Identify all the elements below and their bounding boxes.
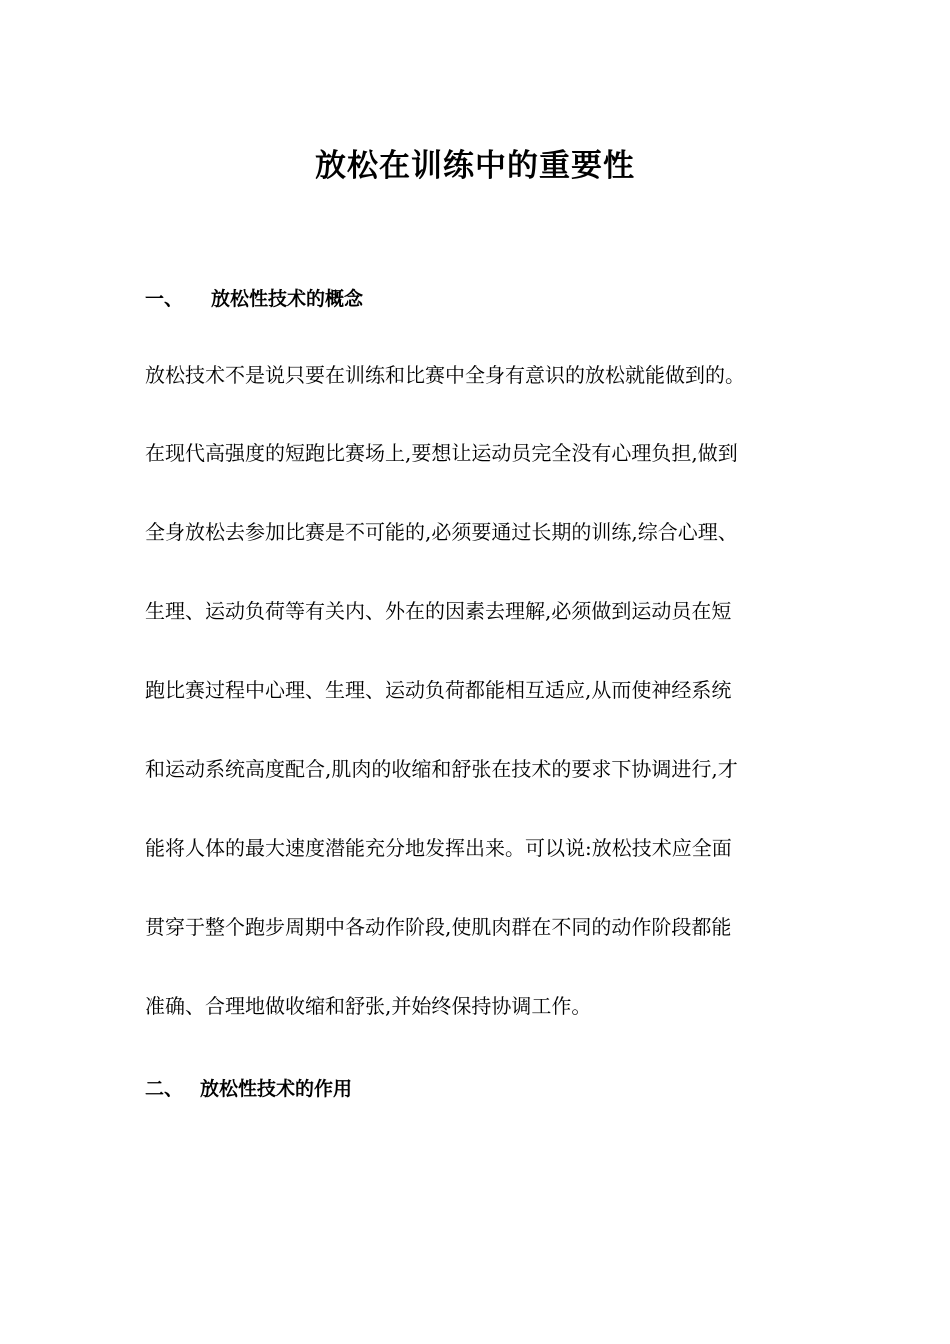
paragraph-line: 全身放松去参加比赛是不可能的,必须要通过长期的训练,综合心理、 [145,520,738,544]
document-title: 放松在训练中的重要性 [315,148,635,184]
section-2-number: 二、 [145,1078,184,1100]
paragraph-line: 和运动系统高度配合,肌肉的收缩和舒张在技术的要求下协调进行,才 [145,757,738,781]
section-2-title: 放松性技术的作用 [200,1078,353,1100]
paragraph-line: 放松技术不是说只要在训练和比赛中全身有意识的放松就能做到的。 [145,363,745,387]
paragraph-line: 贯穿于整个跑步周期中各动作阶段,使肌肉群在不同的动作阶段都能 [145,915,732,939]
paragraph-line: 在现代高强度的短跑比赛场上,要想让运动员完全没有心理负担,做到 [145,441,738,465]
paragraph-line: 准确、合理地做收缩和舒张,并始终保持协调工作。 [145,994,592,1018]
section-1-heading [145,285,363,313]
section-1-title: 放松性技术的概念 [211,288,364,310]
paragraph-line: 跑比赛过程中心理、生理、运动负荷都能相互适应,从而使神经系统 [145,678,732,702]
section-1-number: 一、 [145,288,184,310]
paragraph-line: 生理、运动负荷等有关内、外在的因素去理解,必须做到运动员在短 [145,599,732,623]
paragraph-line: 能将人体的最大速度潜能充分地发挥出来。可以说:放松技术应全面 [145,836,732,860]
section-2-heading [145,1075,352,1103]
